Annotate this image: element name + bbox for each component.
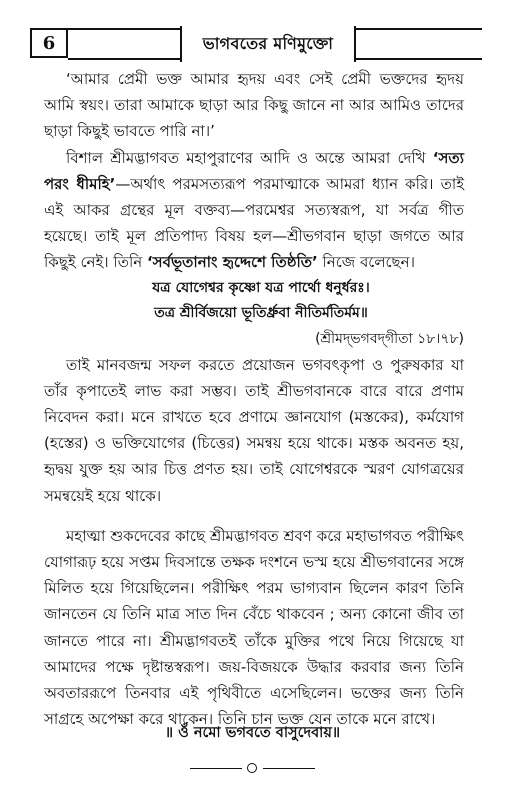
verse-line-1: যত্র যোগেশ্বর কৃষ্ণো যত্র পার্থো ধনুর্ধরঃ। <box>152 279 370 296</box>
paragraph-2-text-a: বিশাল শ্রীমদ্ভাগবত মহাপুরাণের আদি ও অন্তে আমরা দেখি <box>66 148 433 167</box>
page-number: 6 <box>30 28 68 58</box>
ornament-circle-icon <box>247 763 257 773</box>
paragraph-2 <box>44 145 464 276</box>
page-header <box>30 26 482 62</box>
page-body <box>44 66 464 732</box>
ornament-line-right <box>263 768 315 769</box>
quote-satyam-param: ‘সত্য পরং ধীমহি’ <box>44 148 464 193</box>
quote-sarvabhutanam: ‘সর্বভূতানাং হৃদ্দেশে তিষ্ঠতি’ <box>146 253 318 272</box>
verse-line-2: তত্র শ্রীর্বিজয়ো ভূতির্ধ্রুবা নীতির্মতির্মম॥ <box>154 304 368 321</box>
paragraph-1: ‘আমার প্রেমী ভক্ত আমার হৃদয় এবং সেই প্রেমী ভক্তদের হৃদয় আমি স্বয়ং। তারা আমাকে ছাড়া আর কিছু জানে না আর আমিও তাদের ছাড়া কিছুই ভাবতে পারি না।’ <box>44 70 464 141</box>
paragraph-gap <box>44 509 464 523</box>
paragraph-3: তাই মানবজন্ম সফল করতে প্রয়োজন ভগবৎকৃপা ও পুরুষকার যা তাঁর কৃপাতেই লাভ করা সম্ভব। তাই শ্রীভগবানকে বারে বারে প্রণাম নিবেদন করা। মনে রাখতে হবে প্রণামে জ্ঞানযোগ (মস্তকের), কর্মযোগ (হস্তের) ও ভক্তিযোগের (চিত্তের) সমন্বয় হয়ে থাকে। মস্তক অবনত হয়, হৃদ্বয় যুক্ত হয় আর চিত্ত প্রণত হয়। তাই যোগেশ্বরকে স্মরণ যোগত্রয়ের সমন্বয়েই হয়ে থাকে। <box>44 355 464 505</box>
running-title: ভাগবতের মণিমুক্তো <box>180 26 356 62</box>
paragraph-2-text-c: নিজে বলেছেন। <box>317 253 415 272</box>
paragraph-2-text-b: —অর্থাৎ পরমসত্যরূপ পরমাত্মাকে আমরা ধ্যান করি। তাই এই আকর গ্রন্থের মূল বক্তব্য—পরমেশ্বর সত্যস্বরূপ, যা সর্বত্র গীত হয়েছে। তাই মূল প্রতিপাদ্য বিষয় হল—শ্রীভগবান ছাড়া জগতে আর কিছুই নেই। তিনি <box>44 174 464 272</box>
closing-mantra: ॥ ওঁ নমো ভগবতে বাসুদেবায়॥ <box>164 725 341 741</box>
ornament-line-left <box>190 768 242 769</box>
verse-source: (শ্রীমদ্‌ভগবদ্‌গীতা ১৮।৭৮) <box>315 330 464 347</box>
paragraph-4: মহাত্মা শুকদেবের কাছে শ্রীমদ্ভাগবত শ্রবণ করে মহাভাগবত পরীক্ষিৎ যোগারূঢ় হয়ে সপ্তম দিবসান্তে তক্ষক দংশনে ভস্ম হয়ে শ্রীভগবানের সঙ্গে মিলিত হয়ে গিয়েছিলেন। পরীক্ষিৎ পরম ভাগ্যবান ছিলেন কারণ তিনি জানতেন যে তিনি মাত্র সাত দিন বেঁচে থাকবেন ; অন্য কোনো জীব তা জানতে পারে না। শ্রীমদ্ভাগবতই তাঁকে মুক্তির পথে নিয়ে গিয়েছে যা আমাদের পক্ষে দৃষ্টান্তস্বরূপ। জয়-বিজয়কে উদ্ধার করবার জন্য তিনি অবতাররূপে তিনবার এই পৃথিবীতে এসেছিলেন। ভক্তের জন্য তিনি সাগ্রহে অপেক্ষা করে থাকেন। তিনি চান ভক্ত যেন তাকে মনে রাখে। <box>44 526 464 729</box>
end-ornament <box>190 763 315 775</box>
